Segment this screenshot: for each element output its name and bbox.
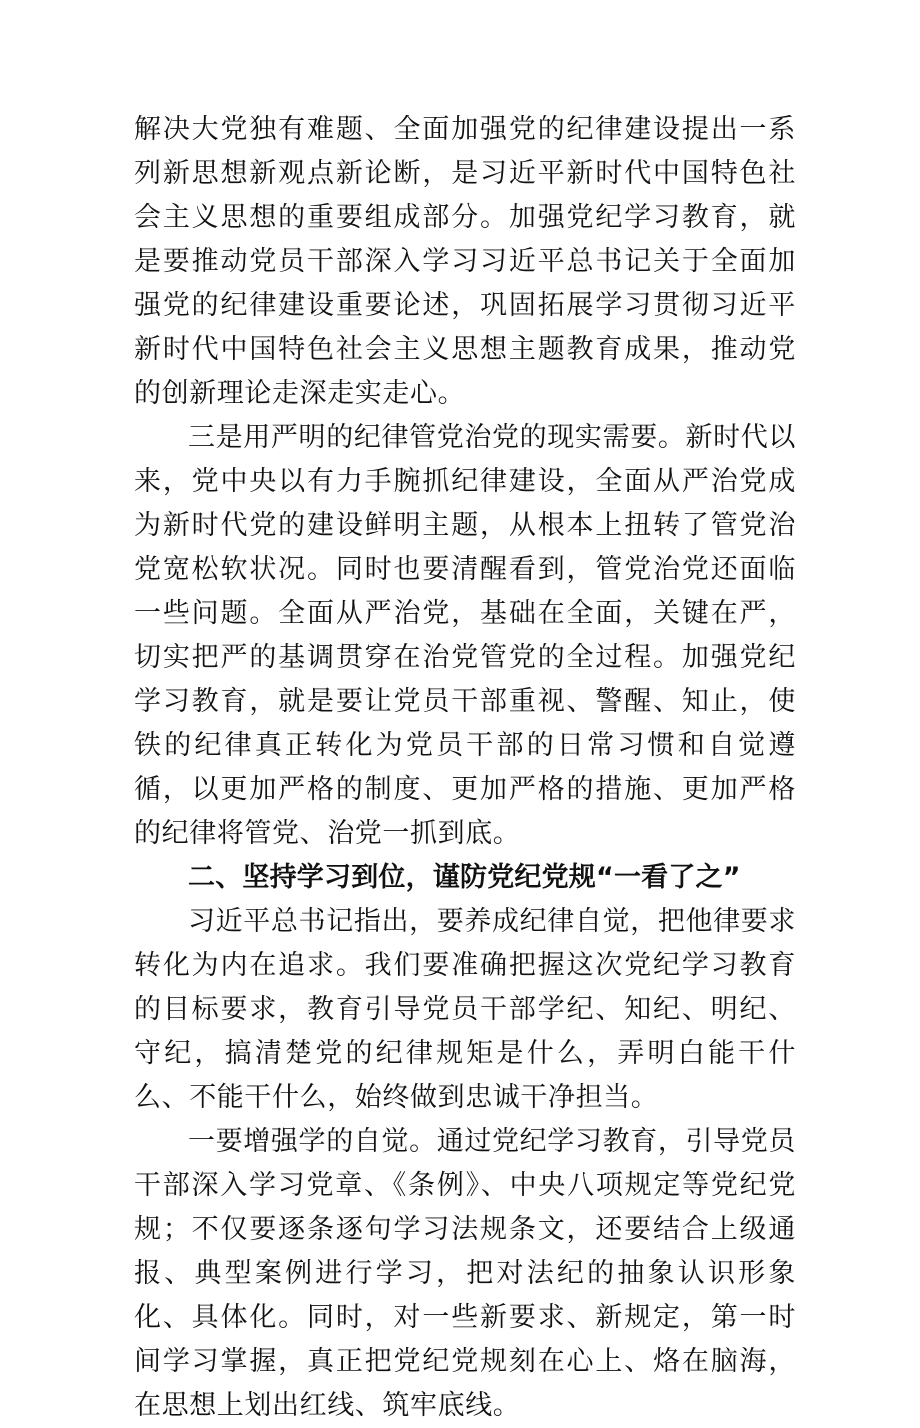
paragraph-point-three: 三是用严明的纪律管党治党的现实需要。新时代以来，党中央以有力手腕抓纪律建设，全面从严治党成为新时代党的建设鲜明主题，从根本上扭转了管党治党宽松软状况。同时也要清醒看到，管党治党还面临一些问题。全面从严治党，基础在全面，关键在严，切实把严的基调贯穿在治党管党的全过程。加强党纪学习教育，就是要让党员干部重视、警醒、知止，使铁的纪律真正转化为党员干部的日常习惯和自觉遵循，以更加严格的制度、更加严格的措施、更加严格的纪律将管党、治党一抓到底。 bbox=[134, 422, 796, 849]
document-body bbox=[134, 108, 796, 1428]
paragraph-continued: 解决大党独有难题、全面加强党的纪律建设提出一系列新思想新观点新论断，是习近平新时代中国特色社会主义思想的重要组成部分。加强党纪学习教育，就是要推动党员干部深入学习习近平总书记关于全面加强党的纪律建设重要论述，巩固拓展学习贯彻习近平新时代中国特色社会主义思想主题教育成果，推动党的创新理论走深走实走心。 bbox=[134, 114, 796, 409]
paragraph-section-intro: 习近平总书记指出，要养成纪律自觉，把他律要求转化为内在追求。我们要准确把握这次党纪学习教育的目标要求，教育引导党员干部学纪、知纪、明纪、守纪，搞清楚党的纪律规矩是什么，弄明白能干什么、不能干什么，始终做到忠诚干净担当。 bbox=[134, 906, 796, 1113]
section-heading: 二、坚持学习到位，谨防党纪党规“一看了之” bbox=[188, 862, 741, 893]
paragraph-point-one: 一要增强学的自觉。通过党纪学习教育，引导党员干部深入学习党章、《条例》、中央八项规定等党纪党规；不仅要逐条逐句学习法规条文，还要结合上级通报、典型案例进行学习，把对法纪的抽象认识形象化、具体化。同时，对一些新要求、新规定，第一时间学习掌握，真正把党纪党规刻在心上、烙在脑海，在思想上划出红线、筑牢底线。 bbox=[134, 1126, 796, 1421]
